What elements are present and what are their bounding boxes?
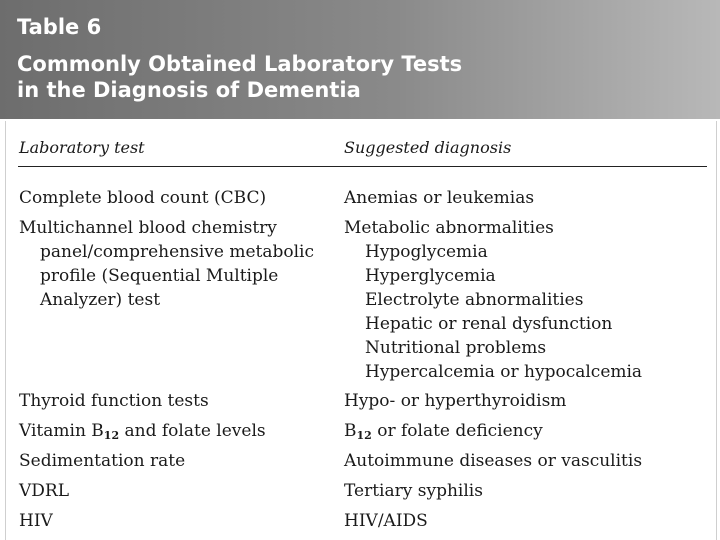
test-text: and folate levels bbox=[119, 421, 266, 441]
sub-diagnosis: Hepatic or renal dysfunction bbox=[365, 314, 613, 334]
table-title bbox=[17, 51, 697, 103]
test-text: Vitamin B bbox=[19, 421, 104, 441]
test-line: panel/comprehensive metabolic bbox=[40, 242, 314, 262]
diagnosis-cell-thyroid: Hypo- or hyperthyroidism bbox=[344, 391, 567, 411]
subscript: 12 bbox=[356, 429, 372, 442]
table-body bbox=[5, 121, 717, 540]
table-title-line-2: in the Diagnosis of Dementia bbox=[17, 78, 361, 102]
test-cell-hiv: HIV bbox=[19, 511, 53, 531]
diagnosis-cell-sedimentation: Autoimmune diseases or vasculitis bbox=[344, 451, 643, 471]
test-cell-vdrl: VDRL bbox=[19, 481, 69, 501]
test-line: profile (Sequential Multiple bbox=[40, 266, 279, 286]
column-header-suggested-diagnosis: Suggested diagnosis bbox=[344, 138, 512, 157]
diagnosis-main: Metabolic abnormalities bbox=[344, 218, 554, 238]
test-cell-thyroid: Thyroid function tests bbox=[19, 391, 209, 411]
diagnosis-text: or folate deficiency bbox=[371, 421, 543, 441]
test-line: Multichannel blood chemistry bbox=[19, 218, 277, 238]
header-divider bbox=[18, 166, 707, 167]
test-line: Analyzer) test bbox=[40, 290, 161, 310]
test-cell-sedimentation: Sedimentation rate bbox=[19, 451, 186, 471]
diagnosis-cell-metabolic-panel bbox=[344, 216, 642, 384]
sub-diagnosis: Hyperglycemia bbox=[365, 266, 496, 286]
column-header-laboratory-test: Laboratory test bbox=[19, 138, 145, 157]
diagnosis-cell-hiv: HIV/AIDS bbox=[344, 511, 428, 531]
table-number: Table 6 bbox=[17, 15, 102, 39]
table-header-banner bbox=[0, 0, 720, 119]
table-title-line-1: Commonly Obtained Laboratory Tests bbox=[17, 52, 463, 76]
sub-diagnosis: Hypercalcemia or hypocalcemia bbox=[365, 362, 643, 382]
subscript: 12 bbox=[103, 429, 120, 442]
sub-diagnosis: Hypoglycemia bbox=[365, 242, 488, 262]
test-cell-cbc: Complete blood count (CBC) bbox=[19, 188, 267, 208]
diagnosis-cell-vdrl: Tertiary syphilis bbox=[344, 481, 483, 501]
diagnosis-cell-cbc: Anemias or leukemias bbox=[344, 188, 535, 208]
test-cell-metabolic-panel bbox=[19, 216, 314, 312]
sub-diagnosis: Nutritional problems bbox=[365, 338, 547, 358]
test-cell-vitamin-b12 bbox=[19, 419, 266, 443]
sub-diagnosis: Electrolyte abnormalities bbox=[365, 290, 584, 310]
diagnosis-cell-vitamin-b12 bbox=[344, 419, 543, 443]
diagnosis-text: B bbox=[344, 421, 357, 441]
